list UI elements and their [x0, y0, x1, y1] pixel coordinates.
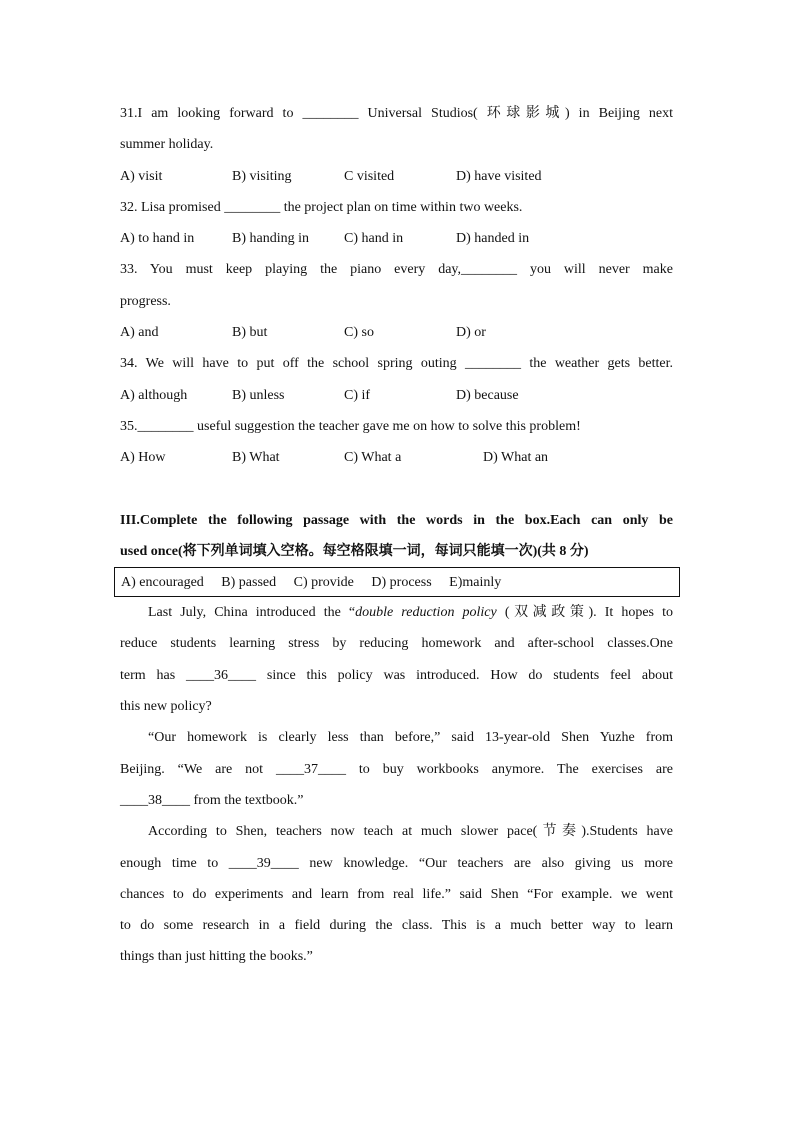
option-a: A) to hand in — [120, 231, 195, 247]
question-34-stem: 34. We will have to put off the school spring outing ________ the weather gets better. — [120, 356, 673, 372]
option-d: D) because — [456, 387, 519, 403]
word-box-item: B) passed — [221, 575, 277, 591]
policy-name: double reduction policy — [355, 605, 497, 621]
spacer — [120, 474, 673, 505]
question-33-stem-cont: progress. — [120, 293, 171, 309]
option-d: D) handed in — [456, 231, 530, 247]
passage-p1-line4: this new policy? — [120, 699, 212, 715]
option-c: C visited — [344, 168, 395, 184]
option-c: C) if — [344, 387, 371, 403]
section-3-heading: III.Complete the following passage with the words in the box.Each can only be — [120, 512, 673, 528]
passage-p3-line1: According to Shen, teachers now teach at much slower pace(节奏).Students have — [148, 824, 673, 840]
option-d: D) or — [456, 325, 486, 341]
option-a: A) although — [120, 387, 188, 403]
word-box — [114, 567, 680, 597]
option-b: B) visiting — [232, 168, 292, 184]
question-33-stem: 33. You must keep playing the piano every day,________ you will never make — [120, 262, 673, 278]
question-32-options — [120, 223, 673, 254]
document-body — [120, 98, 673, 973]
question-31-options — [120, 161, 673, 192]
passage-p3-line2: enough time to ____39____ new knowledge. “Our teachers are also giving us more — [120, 855, 673, 871]
word-box-item: D) process — [371, 575, 432, 591]
passage-p3-line4: to do some research in a field during the class. This is a much better way to learn — [120, 918, 673, 934]
option-c: C) hand in — [344, 231, 404, 247]
option-b: B) What — [232, 450, 280, 466]
passage-p3-line3: chances to do experiments and learn from real life.” said Shen “For example. we went — [120, 886, 673, 902]
passage-p1-line2: reduce students learning stress by reducing homework and after-school classes.One — [120, 636, 673, 652]
passage-p1-line3: term has ____36____ since this policy was introduced. How do students feel about — [120, 667, 673, 683]
passage-p2-line3: ____38____ from the textbook.” — [120, 792, 304, 808]
question-31-stem: 31.I am looking forward to ________ Universal Studios( 环球影城) in Beijing next — [120, 106, 673, 121]
question-34-options — [120, 380, 673, 411]
question-31-stem-cont: summer holiday. — [120, 137, 214, 153]
passage-p3-line5: things than just hitting the books.” — [120, 949, 313, 965]
option-a: A) and — [120, 325, 159, 341]
question-33-options — [120, 317, 673, 348]
option-c: C) What a — [344, 450, 402, 466]
option-a: A) visit — [120, 168, 163, 184]
option-d: D) What an — [483, 450, 549, 466]
word-box-item: A) encouraged — [121, 575, 204, 591]
question-35-stem: 35.________ useful suggestion the teacher gave me on how to solve this problem! — [120, 418, 581, 434]
word-box-item: E)mainly — [449, 575, 502, 591]
section-3-heading-cont: used once(将下列单词填入空格。每空格限填一词，每词只能填一次)(共 8 分) — [120, 543, 589, 559]
option-b: B) handing in — [232, 231, 309, 247]
option-b: B) unless — [232, 387, 285, 403]
passage-p2-line1: “Our homework is clearly less than before,” said 13-year-old Shen Yuzhe from — [148, 730, 673, 746]
question-35-options — [120, 442, 673, 473]
word-box-item: C) provide — [293, 575, 354, 591]
option-d: D) have visited — [456, 168, 542, 184]
passage-p1-line1: Last July, China introduced the “double reduction policy (双减政策). It hopes to — [148, 605, 673, 621]
option-c: C) so — [344, 325, 374, 341]
option-a: A) How — [120, 450, 166, 466]
option-b: B) but — [232, 325, 268, 341]
passage-p2-line2: Beijing. “We are not ____37____ to buy workbooks anymore. The exercises are — [120, 761, 673, 777]
question-32-stem: 32. Lisa promised ________ the project plan on time within two weeks. — [120, 199, 523, 215]
